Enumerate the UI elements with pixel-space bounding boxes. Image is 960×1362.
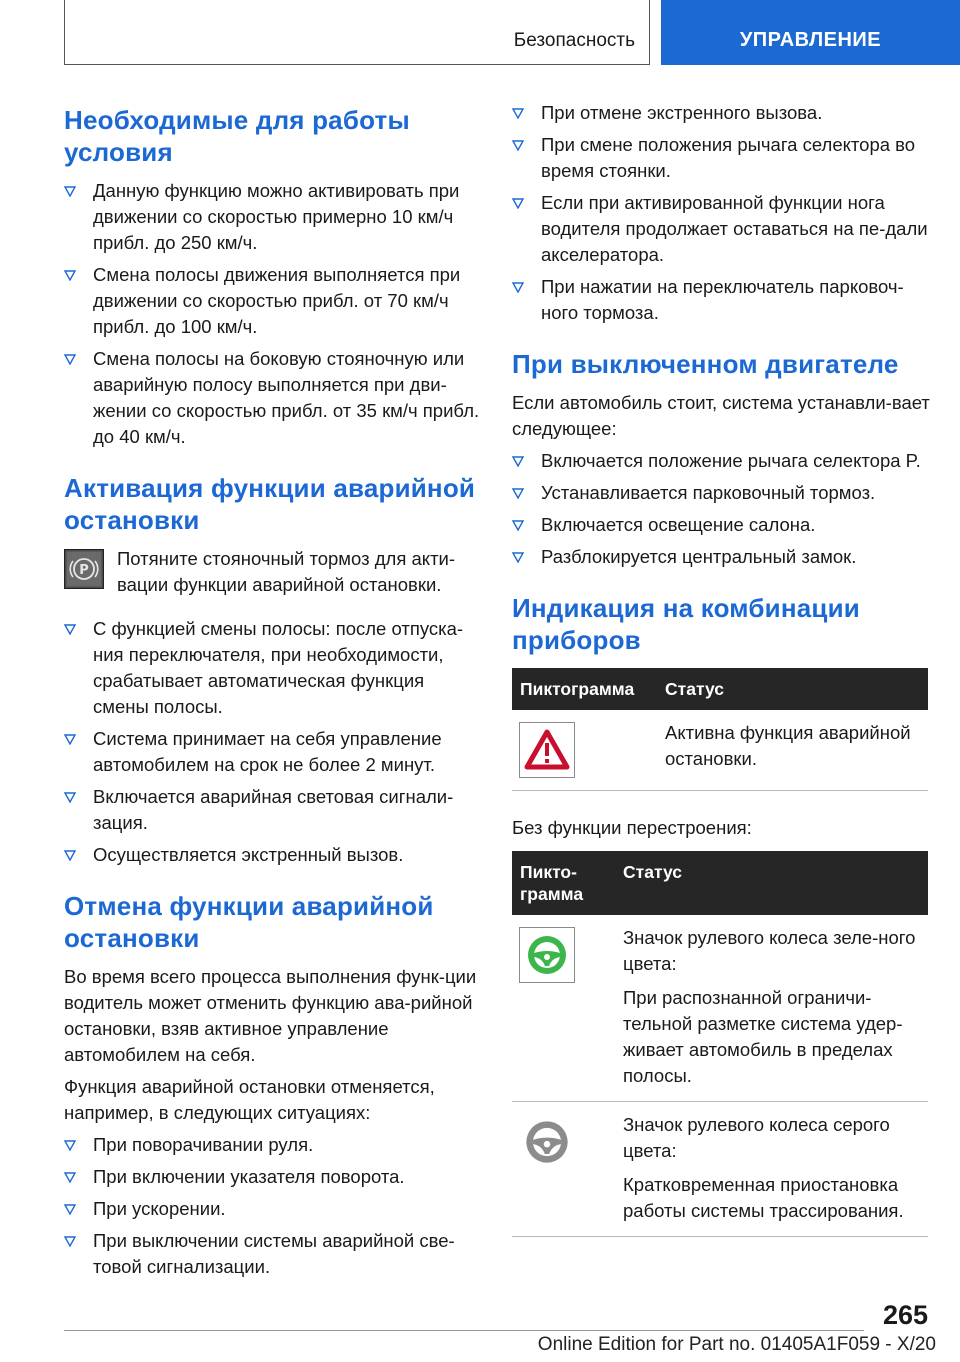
- steering-wheel-gray-icon: [519, 1114, 575, 1170]
- list-item: При отмене экстренного вызова.: [512, 100, 930, 126]
- paragraph: Функция аварийной остановки отменяется, например, в следующих ситуациях:: [64, 1076, 435, 1123]
- left-column: [64, 100, 480, 1286]
- heading-activation: Активация функции аварийной остановки: [64, 473, 476, 535]
- triangle-bullet-icon: [64, 1204, 76, 1215]
- triangle-bullet-icon: [64, 1140, 76, 1151]
- table-header-cell: Статус: [665, 679, 724, 699]
- paragraph: Без функции перестроения:: [512, 817, 752, 838]
- list-item: Данную функцию можно активировать при движении со скоростью примерно 10 км/ч прибл. до 250 км/ч.: [64, 178, 480, 256]
- list-item: При включении указателя поворота.: [64, 1164, 480, 1190]
- table-cell-text: Значок рулевого колеса серого цвета:: [623, 1114, 890, 1161]
- triangle-bullet-icon: [512, 456, 524, 467]
- table-cell-text: Значок рулевого колеса зеле-ного цвета:: [623, 927, 916, 974]
- heading-cancel: Отмена функции аварийной остановки: [64, 891, 434, 953]
- list-item: При смене положения рычага селектора во время стоянки.: [512, 132, 930, 184]
- warning-triangle-icon: [519, 722, 575, 778]
- activation-list: [64, 616, 480, 868]
- table-cell-text: Кратковременная приостановка работы системы трассирования.: [623, 1174, 904, 1221]
- list-item: Устанавливается парковочный тормоз.: [512, 480, 930, 506]
- heading-requirements: Необходимые для работы условия: [64, 105, 410, 167]
- footer-edition: Online Edition for Part no. 01405A1F059 - X/20: [537, 1334, 936, 1355]
- list-item: При ускорении.: [64, 1196, 480, 1222]
- list-item: При нажатии на переключатель парковоч-ного тормоза.: [512, 274, 930, 326]
- triangle-bullet-icon: [512, 520, 524, 531]
- svg-text:P: P: [79, 563, 89, 578]
- parking-brake-icon: [64, 549, 104, 589]
- list-item: Включается аварийная световая сигнали-зация.: [64, 784, 480, 836]
- triangle-bullet-icon: [512, 488, 524, 499]
- list-item: С функцией смены полосы: после отпуска-ния переключателя, при необходимости, срабатывает автоматическая функция смены полосы.: [64, 616, 480, 720]
- triangle-bullet-icon: [512, 552, 524, 563]
- table-header-cell: Пиктограмма: [520, 679, 635, 699]
- triangle-bullet-icon: [64, 734, 76, 745]
- right-column: [512, 100, 930, 1237]
- parking-brake-note: P Потяните стояночный тормоз для акти-вации функции аварийной остановки.: [64, 546, 480, 606]
- table-cell-text: При распознанной ограничи-тельной разметке система удер-живает автомобиль в пределах полосы.: [623, 987, 903, 1086]
- triangle-bullet-icon: [64, 1236, 76, 1247]
- list-item: Смена полосы на боковую стояночную или аварийную полосу выполняется при дви-жении со скоростью прибл. от 35 км/ч прибл. до 40 км/ч.: [64, 346, 480, 450]
- indicator-table-1: [512, 668, 928, 791]
- list-item: При поворачивании руля.: [64, 1132, 480, 1158]
- engine-off-list: [512, 448, 930, 570]
- header-chapter-label: УПРАВЛЕНИЕ: [739, 29, 882, 51]
- table-header: [512, 851, 928, 915]
- table-header: [512, 668, 928, 710]
- header-chapter-tab: [661, 0, 960, 65]
- table-row: [512, 915, 928, 1102]
- list-item: При выключении системы аварийной све-товой сигнализации.: [64, 1228, 480, 1280]
- triangle-bullet-icon: [512, 282, 524, 293]
- triangle-bullet-icon: [64, 354, 76, 365]
- list-item: Разблокируется центральный замок.: [512, 544, 930, 570]
- triangle-bullet-icon: [512, 140, 524, 151]
- requirements-list: [64, 178, 480, 450]
- list-item: Система принимает на себя управление автомобилем на срок не более 2 минут.: [64, 726, 480, 778]
- steering-wheel-green-icon: [519, 927, 575, 983]
- list-item: Осуществляется экстренный вызов.: [64, 842, 480, 868]
- triangle-bullet-icon: [64, 624, 76, 635]
- footer-divider: [64, 1330, 864, 1331]
- triangle-bullet-icon: [64, 792, 76, 803]
- heading-engine-off: При выключенном двигателе: [512, 349, 899, 379]
- list-item: Включается положение рычага селектора P.: [512, 448, 930, 474]
- heading-cluster-indication: Индикация на комбинации приборов: [512, 593, 860, 655]
- table-header-cell: Пикто-грамма: [520, 862, 584, 904]
- header-section-tab: [64, 0, 650, 65]
- page-number: 265: [882, 1300, 928, 1330]
- triangle-bullet-icon: [64, 270, 76, 281]
- triangle-bullet-icon: [512, 198, 524, 209]
- triangle-bullet-icon: [64, 850, 76, 861]
- triangle-bullet-icon: [64, 1172, 76, 1183]
- paragraph: Если автомобиль стоит, система устанавли-вает следующее:: [512, 392, 930, 439]
- list-item: Смена полосы движения выполняется при движении со скоростью прибл. от 70 км/ч прибл. до 100 км/ч.: [64, 262, 480, 340]
- table-row: [512, 1102, 928, 1237]
- cancel-list: [64, 1132, 480, 1280]
- table-header-cell: Статус: [623, 862, 682, 882]
- indicator-table-2: [512, 851, 928, 1237]
- table-cell-text: Активна функция аварийной остановки.: [665, 722, 911, 769]
- list-item: Если при активированной функции нога водителя продолжает оставаться на пе-дали акселератора.: [512, 190, 930, 268]
- header-section-label: Безопасность: [513, 30, 635, 51]
- triangle-bullet-icon: [512, 108, 524, 119]
- paragraph: Во время всего процесса выполнения функ-ции водитель может отменить функцию ава-рийной остановки, взяв активное управление автомобилем на себя.: [64, 966, 477, 1065]
- table-row: [512, 710, 928, 791]
- triangle-bullet-icon: [64, 186, 76, 197]
- cancel-list-continued: [512, 100, 930, 326]
- list-item: Включается освещение салона.: [512, 512, 930, 538]
